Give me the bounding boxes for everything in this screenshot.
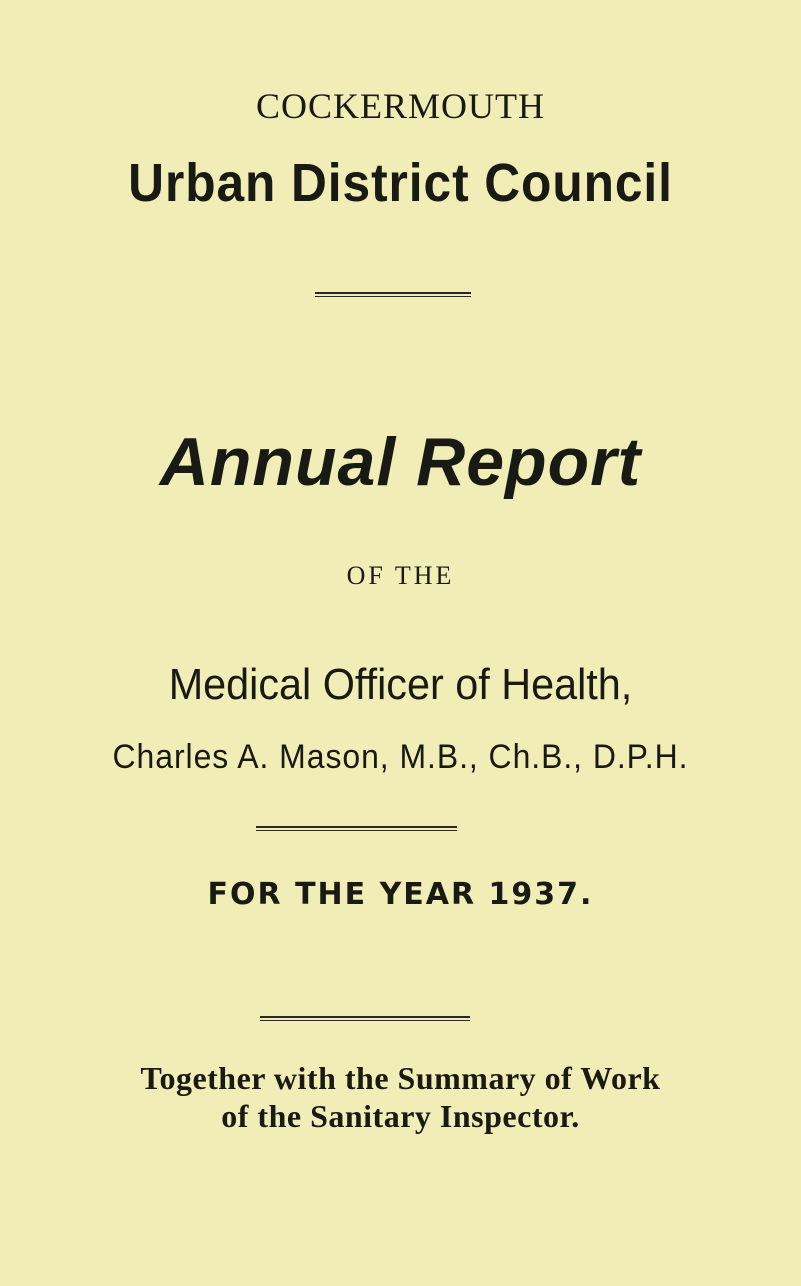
summary-line-1: Together with the Summary of Work [140,1060,661,1096]
officer-title: Medical Officer of Health, [168,660,633,709]
summary-line-2: of the Sanitary Inspector. [221,1098,580,1134]
of-the-label: OF THE [346,561,455,590]
divider-rule [256,826,457,831]
officer-name: Charles A. Mason, M.B., Ch.B., D.P.H. [112,738,689,776]
report-year: FOR THE YEAR 1937. [207,877,594,912]
report-title: Annual Report [159,424,642,500]
divider-rule [260,1016,470,1021]
council-name: Urban District Council [128,153,673,213]
town-name: COCKERMOUTH [255,86,545,126]
divider-rule [315,292,471,297]
